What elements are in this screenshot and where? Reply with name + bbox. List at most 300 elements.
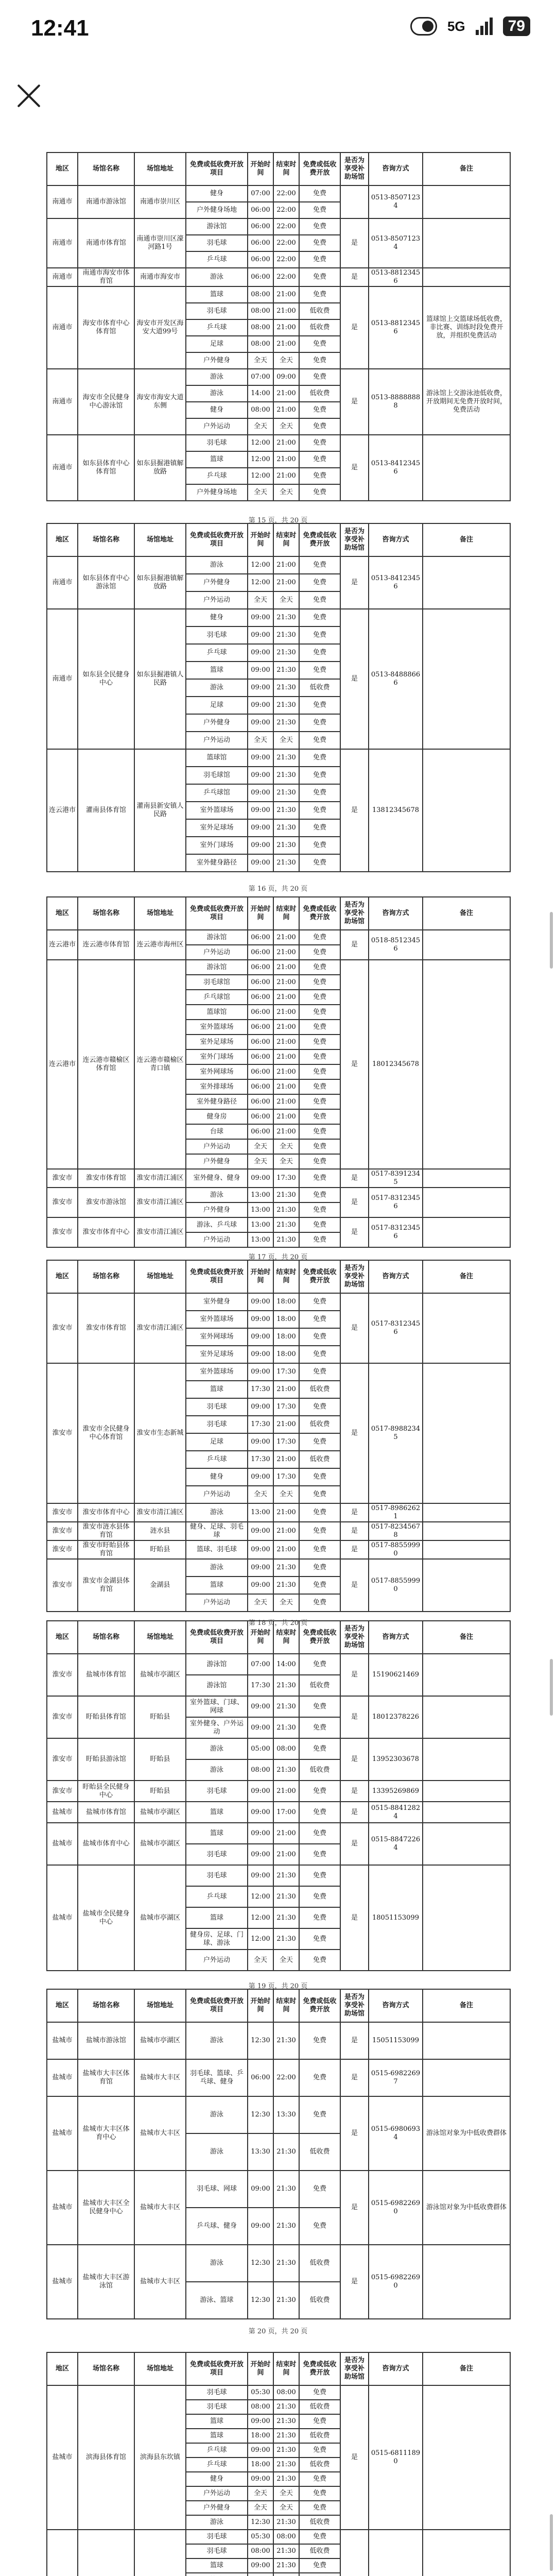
table-cell: 免费 xyxy=(299,2171,340,2208)
table-cell: 盐城市亭湖区 xyxy=(134,1823,186,1865)
table-cell: 全天 xyxy=(248,1139,273,1154)
table-cell: 如东县体育中心游泳馆 xyxy=(78,556,134,609)
table-row xyxy=(47,2530,510,2544)
table-cell xyxy=(423,1293,510,1363)
table-cell: 淮安市 xyxy=(47,1696,78,1738)
table-cell: 乒乓球 xyxy=(186,251,248,268)
table-cell: 09:00 xyxy=(248,1169,273,1188)
table-cell: 乒乓球 xyxy=(186,2443,248,2458)
table-row xyxy=(47,435,510,451)
table-header-row xyxy=(47,1989,510,2022)
table-cell: 08:00 xyxy=(248,2544,273,2558)
table-cell: 免费 xyxy=(299,732,340,749)
table-cell: 21:00 xyxy=(273,1522,299,1540)
column-header: 免费或低收费开放 xyxy=(299,1989,340,2022)
column-header: 免费或低收费开放 xyxy=(299,897,340,930)
page-number: 第 17 页，共 20 页 xyxy=(248,1253,308,1261)
table-cell: 免费 xyxy=(299,1696,340,1717)
table-cell: 淮安市 xyxy=(47,1188,78,1217)
table-cell xyxy=(423,609,510,749)
table-cell: 健身 xyxy=(186,402,248,418)
table-cell: 盱眙县 xyxy=(134,1540,186,1559)
table-cell: 13:00 xyxy=(248,1202,273,1217)
table-cell: 淮安市 xyxy=(47,1169,78,1188)
table-cell: 0513-85071234 xyxy=(369,218,423,268)
table-cell: 21:30 xyxy=(273,644,299,662)
table-cell xyxy=(423,2245,510,2319)
close-icon[interactable] xyxy=(16,83,41,108)
table-cell: 羽毛球 xyxy=(186,435,248,451)
table-cell: 18012345678 xyxy=(369,960,423,1169)
table-cell: 游泳 xyxy=(186,2133,248,2171)
table-cell: 09:00 xyxy=(248,1844,273,1865)
table-cell: 盐城市体育馆 xyxy=(78,1802,134,1823)
column-header: 免费或低收费开放 xyxy=(299,152,340,185)
column-header: 场馆地址 xyxy=(134,152,186,185)
table-cell xyxy=(423,749,510,872)
table-cell: 涟水县 xyxy=(134,1522,186,1540)
table-cell: 13:00 xyxy=(248,1232,273,1247)
table-cell: 免费 xyxy=(299,336,340,352)
table-cell: 09:00 xyxy=(248,1865,273,1886)
table-cell: 免费 xyxy=(299,1124,340,1139)
table-cell: 全天 xyxy=(248,1950,273,1971)
table-cell: 09:00 xyxy=(248,662,273,679)
table-cell: 乒乓球 xyxy=(186,1886,248,1907)
table-cell: 游泳 xyxy=(186,1738,248,1759)
table-cell: 0515-88412824 xyxy=(369,1802,423,1823)
column-header: 免费或低收费开放项目 xyxy=(186,2352,248,2385)
table-cell: 15051153099 xyxy=(369,2022,423,2059)
status-time: 12:41 xyxy=(31,15,89,41)
table-cell: 免费 xyxy=(299,268,340,286)
table-cell: 是 xyxy=(340,2022,369,2059)
table-row xyxy=(47,1169,510,1188)
table-cell: 13:00 xyxy=(248,1503,273,1522)
scrollbar-thumb[interactable] xyxy=(550,2514,553,2571)
table-cell: 18:00 xyxy=(273,1328,299,1346)
table-cell: 游泳馆对象为中低收费群体 xyxy=(423,2096,510,2171)
table-cell: 羽毛球 xyxy=(186,1781,248,1802)
table-cell: 免费 xyxy=(299,749,340,767)
table-row xyxy=(47,1781,510,1802)
table-cell: 低收费 xyxy=(299,2282,340,2319)
table-cell: 免费 xyxy=(299,1363,340,1381)
table-cell: 游泳 xyxy=(186,1559,248,1577)
table-cell: 免费 xyxy=(299,1781,340,1802)
table-cell: 篮球馆 xyxy=(186,1005,248,1020)
table-cell: 低收费 xyxy=(299,679,340,697)
table-cell: 21:00 xyxy=(273,1049,299,1064)
table-cell: 灌南县新安镇人民路 xyxy=(134,749,186,872)
table-cell: 免费 xyxy=(299,1717,340,1738)
table-cell: 盐城市 xyxy=(47,2096,78,2171)
table-cell: 如东县掘港镇人民路 xyxy=(134,609,186,749)
table-cell: 12:00 xyxy=(248,451,273,468)
table-cell: 全天 xyxy=(248,591,273,609)
table-cell: 盱眙县 xyxy=(134,1781,186,1802)
table-cell: 09:00 xyxy=(248,2171,273,2208)
table-cell: 免费 xyxy=(299,2022,340,2059)
table-cell: 06:00 xyxy=(248,945,273,960)
table-cell: 是 xyxy=(340,1696,369,1738)
table-cell: 是 xyxy=(340,1823,369,1865)
table-cell: 是 xyxy=(340,1802,369,1823)
table-cell: 免费 xyxy=(299,626,340,644)
venue-table xyxy=(46,1260,511,1612)
table-cell: 户外健身 xyxy=(186,574,248,591)
table-row xyxy=(47,2022,510,2059)
column-header: 是否为享受补助场馆 xyxy=(340,523,369,556)
table-cell: 0517-83123456 xyxy=(369,1188,423,1217)
table-cell xyxy=(423,930,510,960)
venue-table xyxy=(46,523,511,872)
table-row xyxy=(47,268,510,286)
table-cell: 低收费 xyxy=(299,319,340,336)
column-header: 场馆地址 xyxy=(134,1260,186,1293)
table-cell: 22:00 xyxy=(273,235,299,251)
table-cell: 18:00 xyxy=(248,2458,273,2472)
table-cell: 羽毛球 xyxy=(186,1398,248,1416)
table-cell: 篮球 xyxy=(186,1802,248,1823)
table-row xyxy=(47,556,510,574)
venue-table xyxy=(46,1989,511,2319)
table-cell xyxy=(423,1217,510,1247)
table-cell xyxy=(423,1188,510,1217)
table-cell: 0518-85123456 xyxy=(369,930,423,960)
table-cell: 健身房、足球、门球、游泳 xyxy=(186,1928,248,1950)
document-page xyxy=(46,1620,510,1990)
table-cell: 连云港市 xyxy=(47,749,78,872)
column-header: 备注 xyxy=(423,523,510,556)
page-number: 第 19 页，共 20 页 xyxy=(248,1982,308,1990)
table-cell: 免费 xyxy=(299,714,340,732)
column-header: 备注 xyxy=(423,1260,510,1293)
table-cell: 22:00 xyxy=(273,218,299,235)
table-cell: 低收费 xyxy=(299,1759,340,1781)
table-cell: 户外健身 xyxy=(186,1202,248,1217)
table-cell: 免费 xyxy=(299,1486,340,1503)
column-header: 结束时间 xyxy=(273,152,299,185)
table-cell: 0517-89882345 xyxy=(369,1363,423,1503)
signal-icon xyxy=(476,18,493,35)
table-row xyxy=(47,1293,510,1311)
table-cell: 18:00 xyxy=(273,1293,299,1311)
column-header: 地区 xyxy=(47,1989,78,2022)
network-label: 5G xyxy=(447,18,465,34)
table-cell: 免费 xyxy=(299,609,340,626)
table-cell: 21:00 xyxy=(273,1451,299,1468)
table-cell: 09:00 xyxy=(273,369,299,385)
app-bar xyxy=(0,52,556,134)
table-cell: 21:30 xyxy=(273,2400,299,2414)
table-cell xyxy=(423,2385,510,2530)
table-cell: 05:30 xyxy=(248,2530,273,2544)
table-cell: 14:00 xyxy=(273,1654,299,1675)
table-cell: 22:00 xyxy=(273,202,299,218)
table-row xyxy=(47,1363,510,1381)
table-cell: 游泳 xyxy=(186,1503,248,1522)
table-cell: 是 xyxy=(340,268,369,286)
table-cell: 21:00 xyxy=(273,960,299,975)
column-header: 场馆名称 xyxy=(78,1989,134,2022)
table-cell xyxy=(423,1522,510,1540)
table-cell: 盐城市 xyxy=(47,2245,78,2319)
table-row xyxy=(47,1188,510,1202)
table-cell: 12:00 xyxy=(248,574,273,591)
table-cell: 室外排球场 xyxy=(186,1079,248,1094)
document-page xyxy=(46,1260,510,1627)
table-cell: 低收费 xyxy=(299,2515,340,2530)
table-cell: 室外篮球场 xyxy=(186,802,248,819)
table-cell: 09:00 xyxy=(248,2208,273,2245)
column-header: 场馆名称 xyxy=(78,897,134,930)
table-cell: 22:00 xyxy=(273,185,299,202)
table-cell: 09:00 xyxy=(248,819,273,837)
table-cell xyxy=(423,1865,510,1971)
table-cell xyxy=(423,1169,510,1188)
table-cell: 淮安市 xyxy=(47,1363,78,1503)
table-cell: 06:00 xyxy=(248,202,273,218)
table-cell: 免费 xyxy=(299,556,340,574)
table-row xyxy=(47,1865,510,1886)
table-cell: 户外运动 xyxy=(186,2486,248,2501)
table-cell: 室外篮球场 xyxy=(186,1363,248,1381)
table-cell: 免费 xyxy=(299,235,340,251)
column-header: 备注 xyxy=(423,1621,510,1654)
table-cell: 乒乓球 xyxy=(186,644,248,662)
table-cell: 游泳 xyxy=(186,2245,248,2282)
table-cell: 08:00 xyxy=(273,1738,299,1759)
table-cell xyxy=(299,2573,340,2576)
table-cell: 全天 xyxy=(273,1950,299,1971)
table-cell: 免费 xyxy=(299,1328,340,1346)
table-row xyxy=(47,369,510,385)
table-cell: 免费 xyxy=(299,2414,340,2429)
table-cell: 篮球 xyxy=(186,662,248,679)
table-cell: 是 xyxy=(340,286,369,369)
table-cell: 游泳馆 xyxy=(186,1675,248,1696)
table-cell: 户外运动 xyxy=(186,1139,248,1154)
table-cell: 21:30 xyxy=(273,1232,299,1247)
table-row xyxy=(47,2059,510,2096)
table-cell: 室外足球场 xyxy=(186,819,248,837)
table-cell: 09:00 xyxy=(248,697,273,714)
table-cell: 室外门球场 xyxy=(186,1049,248,1064)
table-cell: 07:00 xyxy=(248,185,273,202)
table-cell: 09:00 xyxy=(248,644,273,662)
table-cell: 09:00 xyxy=(248,1717,273,1738)
table-cell: 09:00 xyxy=(248,1293,273,1311)
table-header-row xyxy=(47,523,510,556)
table-cell: 06:00 xyxy=(248,2059,273,2096)
table-cell: 21:30 xyxy=(273,2022,299,2059)
table-cell: 盐城市 xyxy=(47,2022,78,2059)
table-cell: 是 xyxy=(340,1781,369,1802)
status-bar xyxy=(0,0,556,52)
table-cell: 免费 xyxy=(299,2558,340,2573)
table-cell: 14:00 xyxy=(248,385,273,402)
table-cell: 21:30 xyxy=(273,1717,299,1738)
table-cell: 免费 xyxy=(299,644,340,662)
table-cell: 连云港市 xyxy=(47,960,78,1169)
table-cell: 篮球 xyxy=(186,1823,248,1844)
column-header: 咨询方式 xyxy=(369,2352,423,2385)
table-cell: 篮球、羽毛球 xyxy=(186,1540,248,1559)
table-cell: 金湖县 xyxy=(134,1559,186,1612)
table-cell: 13:30 xyxy=(248,2133,273,2171)
table-cell: 免费 xyxy=(299,352,340,369)
table-cell: 21:30 xyxy=(273,1759,299,1781)
table-cell: 足球 xyxy=(186,697,248,714)
table-cell: 是 xyxy=(340,1865,369,1971)
table-cell: 21:30 xyxy=(273,2245,299,2282)
column-header: 地区 xyxy=(47,523,78,556)
table-cell: 22:00 xyxy=(273,251,299,268)
table-cell: 09:00 xyxy=(248,1802,273,1823)
table-cell: 是 xyxy=(340,2245,369,2319)
table-cell: 06:00 xyxy=(248,1005,273,1020)
table-row xyxy=(47,1540,510,1559)
table-cell: 21:30 xyxy=(273,2544,299,2558)
table-cell: 08:00 xyxy=(248,319,273,336)
table-cell: 09:00 xyxy=(248,1468,273,1486)
table-cell: 连云港市体育馆 xyxy=(78,930,134,960)
table-cell: 全天 xyxy=(273,484,299,501)
table-cell: 06:00 xyxy=(248,975,273,990)
table-cell: 12:00 xyxy=(248,468,273,484)
venue-table xyxy=(46,1620,511,1971)
table-cell: 07:00 xyxy=(248,369,273,385)
table-cell: 淮安市 xyxy=(47,1293,78,1363)
table-cell: 09:00 xyxy=(248,1328,273,1346)
document-page xyxy=(46,1989,510,2335)
table-cell: 如东县掘港镇解放路 xyxy=(134,435,186,501)
table-cell: 免费 xyxy=(299,202,340,218)
table-cell: 户外运动 xyxy=(186,1232,248,1247)
table-cell: 滨海县体育馆 xyxy=(78,2385,134,2530)
table-cell: 21:00 xyxy=(273,1381,299,1398)
table-cell: 全天 xyxy=(273,2486,299,2501)
column-header: 开始时间 xyxy=(248,1621,273,1654)
table-cell: 免费 xyxy=(299,819,340,837)
table-cell: 如东县全民健身中心 xyxy=(78,609,134,749)
table-cell: 淮安市 xyxy=(47,1522,78,1540)
table-cell: 室外网球场 xyxy=(186,1328,248,1346)
table-cell: 羽毛球、网球 xyxy=(186,2171,248,2208)
table-cell: 21:30 xyxy=(273,2414,299,2429)
table-cell: 淮安市 xyxy=(47,1654,78,1696)
table-cell: 06:00 xyxy=(248,930,273,945)
table-cell: 盐城市大丰区 xyxy=(134,2096,186,2171)
table-cell xyxy=(423,435,510,501)
table-cell: 全天 xyxy=(248,1154,273,1169)
table-cell: 06:00 xyxy=(248,990,273,1005)
column-header: 咨询方式 xyxy=(369,523,423,556)
table-cell: 08:00 xyxy=(248,402,273,418)
table-cell: 户外健身场地 xyxy=(186,484,248,501)
table-cell: 全天 xyxy=(273,732,299,749)
table-cell: 免费 xyxy=(299,802,340,819)
table-cell: 免费 xyxy=(299,1064,340,1079)
table-cell: 盐城市 xyxy=(47,1865,78,1971)
table-cell: 海安市体育中心体育馆 xyxy=(78,286,134,369)
table-cell: 淮安市游泳馆 xyxy=(78,1188,134,1217)
table-cell: 盱眙县体育馆 xyxy=(78,1696,134,1738)
table-cell: 21:00 xyxy=(273,303,299,319)
table-cell: 13:30 xyxy=(273,2096,299,2133)
table-cell: 21:00 xyxy=(273,1020,299,1035)
table-cell: 09:00 xyxy=(248,1311,273,1328)
scrollbar-thumb[interactable] xyxy=(550,1659,553,1716)
table-cell: 21:00 xyxy=(273,1844,299,1865)
table-cell: 是 xyxy=(340,1503,369,1522)
column-header: 免费或低收费开放项目 xyxy=(186,152,248,185)
table-row xyxy=(47,1654,510,1675)
table-cell: 游泳 xyxy=(186,1759,248,1781)
table-cell: 室外健身路径 xyxy=(186,1094,248,1109)
table-cell: 免费 xyxy=(299,1559,340,1577)
table-cell: 室外篮球、门球、网球 xyxy=(186,1696,248,1717)
table-cell: 09:00 xyxy=(248,1577,273,1594)
table-cell: 21:30 xyxy=(273,1188,299,1202)
table-cell: 0517-89862621 xyxy=(369,1503,423,1522)
table-cell: 户外健身场地 xyxy=(186,202,248,218)
table-cell: 篮球 xyxy=(186,1577,248,1594)
table-cell: 羽毛球 xyxy=(186,235,248,251)
table-cell: 15190621469 xyxy=(369,1654,423,1696)
table-cell: 09:00 xyxy=(248,2443,273,2458)
column-header: 是否为享受补助场馆 xyxy=(340,2352,369,2385)
table-cell: 21:30 xyxy=(273,662,299,679)
table-cell: 08:00 xyxy=(248,303,273,319)
table-cell: 篮球 xyxy=(186,286,248,303)
table-cell: 淮安市 xyxy=(47,1559,78,1612)
column-header: 结束时间 xyxy=(273,2352,299,2385)
table-cell: 06:00 xyxy=(248,1049,273,1064)
column-header: 结束时间 xyxy=(273,1260,299,1293)
table-cell: 免费 xyxy=(299,1079,340,1094)
table-row xyxy=(47,960,510,975)
column-header: 结束时间 xyxy=(273,523,299,556)
column-header: 地区 xyxy=(47,1621,78,1654)
table-cell xyxy=(423,1363,510,1503)
table-cell: 游泳馆对象为中低收费群体 xyxy=(423,2171,510,2245)
toggle-pill-icon xyxy=(410,17,437,36)
table-cell: 09:00 xyxy=(248,1363,273,1381)
table-cell: 09:00 xyxy=(248,1522,273,1540)
table-cell: 盐城市亭湖区 xyxy=(134,1654,186,1696)
table-cell: 06:00 xyxy=(248,1094,273,1109)
table-cell: 免费 xyxy=(299,451,340,468)
table-cell: 淮安市体育中心 xyxy=(78,1217,134,1247)
table-cell: 21:30 xyxy=(273,679,299,697)
table-cell: 免费 xyxy=(299,2472,340,2486)
table-cell: 免费 xyxy=(299,1188,340,1202)
column-header: 咨询方式 xyxy=(369,152,423,185)
table-cell: 免费 xyxy=(299,767,340,784)
table-cell: 是 xyxy=(340,1654,369,1696)
table-cell: 免费 xyxy=(299,369,340,385)
table-cell: 盐城市 xyxy=(47,1802,78,1823)
table-cell: 乒乓球 xyxy=(186,468,248,484)
table-cell: 免费 xyxy=(299,975,340,990)
table-cell: 08:00 xyxy=(248,286,273,303)
table-cell xyxy=(47,2530,78,2576)
table-cell: 盐城市 xyxy=(47,2385,78,2530)
scrollbar-thumb[interactable] xyxy=(550,912,553,969)
table-cell: 18012378226 xyxy=(369,1696,423,1738)
